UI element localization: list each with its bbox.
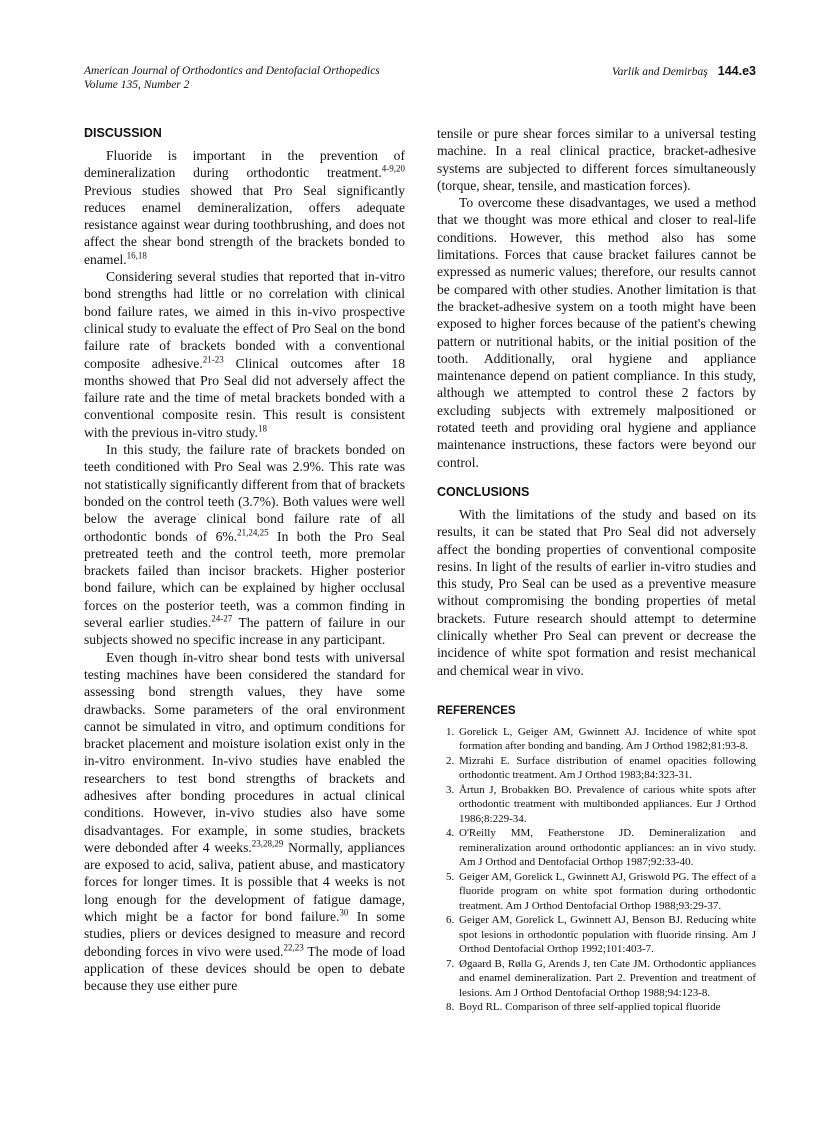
reference-item: 5. Geiger AM, Gorelick L, Gwinnett AJ, Griswold PG. The effect of a fluoride program on white spot formation during orthodontic treatment. Am J Orthod Dentofacial Orthop 1988;93:29-37. (457, 870, 756, 914)
right-column (437, 125, 756, 1015)
citation-superscript: 30 (339, 907, 349, 918)
reference-item: 4. O'Reilly MM, Featherstone JD. Demineralization and remineralization around orthodontic appliances: an in vivo study. Am J Orthod and Dentofacial Orthop 1987;92:33-40. (457, 826, 756, 870)
citation-superscript: 21,24,25 (237, 527, 269, 537)
citation-superscript: 24-27 (211, 613, 233, 624)
paragraph-text: Clinical outcomes after 18 months showed that Pro Seal did not adversely affect the failure rate and the time of metal brackets bonded with a conventional composite resin. This result is consistent with the previous in-vitro study. (84, 355, 405, 440)
paragraph-text: Considering several studies that reported that in-vitro bond strengths had little or no correlation with clinical bond failure rates, we aimed in this in-vivo prospective clinical study to evaluate the effect of Pro Seal on the bond failure rate of brackets bonded with a conventional composite adhesive. (84, 269, 405, 371)
conclusions-text: With the limitations of the study and based on its results, it can be stated that Pro Seal did not adversely affect the bonding properties of conventional composite resins. In light of the results of earlier in-vitro studies and this study, Pro Seal can be used as a preventive measure without compromising the bonding properties of metal brackets. Future research should attempt to determine clinically whether Pro Seal can prevent or decrease the incidence of white spot formation and resist mechanical and chemical wear in vivo. (437, 506, 756, 678)
reference-item: 6. Geiger AM, Gorelick L, Gwinnett AJ, Benson BJ. Reducing white spot lesions in orthodontic population with fluoride rinsing. Am J Orthod Dentofacial Orthop 1992;101:403-7. (457, 913, 756, 957)
discussion-paragraph (84, 441, 405, 649)
paragraph-text: Normally, appliances are exposed to acid, saliva, patient abuse, and masticatory forces for longer times. It is possible that 4 weeks is not long enough for the development of fatigue damage, which might be a factor for bond failure. (84, 839, 406, 925)
citation-superscript: 21-23 (202, 354, 224, 365)
citation-superscript: 4-9,20 (381, 163, 405, 174)
discussion-paragraph: To overcome these disadvantages, we used a method that we thought was more ethical and closer to real-life conditions. However, this method also has some limitations. Forces that cause bracket failures cannot be expressed as numeric values; therefore, our results cannot be compared with other studies. Another limitation is that the bracket-adhesive system on a tooth might have been exposed to higher forces because of the patient's chewing pattern or nutritional habits, or the initial position of the tooth. Additionally, oral hygiene and appliance maintenance depend on patient compliance. In this study, although we attempted to control these 2 factors by excluding subjects with extremely malpositioned or rotated teeth and providing oral hygiene and appliance maintenance instructions, these factors were beyond our control. (437, 195, 756, 470)
reference-list (437, 725, 756, 1015)
discussion-paragraph (84, 147, 405, 268)
page-number: 144.e3 (717, 64, 756, 78)
journal-title: American Journal of Orthodontics and Dentofacial Orthopedics (84, 65, 380, 77)
running-header-journal (84, 64, 380, 92)
paragraph-text: Even though in-vitro shear bond tests with universal testing machines have been considered the standard for assessing bond strength values, they have some drawbacks. Some parameters of the oral environment cannot be simulated in vitro, and optimum conditions for bracket placement and moisture isolation exist only in the in-vitro environment. In-vivo studies have enabled the researchers to test bond strengths of brackets and adhesives after bonding procedures in actual clinical conditions. However, in-vivo studies also have some disadvantages. For example, in some studies, brackets were debonded after 4 weeks. (84, 649, 405, 855)
discussion-paragraph (84, 268, 405, 441)
running-header-page (612, 64, 756, 79)
paragraph-text: In both the Pro Seal pretreated teeth and the control teeth, more premolar brackets failed than incisor brackets. Higher posterior bond failure, which can be explained by higher occlusal forces on the posterior teeth, was a common finding in several earlier studies. (84, 528, 405, 631)
citation-superscript: 16,18 (126, 250, 147, 261)
reference-item: 7. Øgaard B, Rølla G, Arends J, ten Cate JM. Orthodontic appliances and enamel demineralization. Part 2. Prevention and treatment of lesions. Am J Orthod Dentofacial Orthop 1988;94:123-8. (457, 957, 756, 1001)
discussion-paragraph (84, 649, 405, 995)
citation-superscript: 23,28,29 (251, 838, 284, 849)
paragraph-text: Fluoride is important in the prevention of demineralization during orthodontic treatment. (84, 148, 405, 181)
paragraph-text: Previous studies showed that Pro Seal significantly reduces enamel demineralization, offers adequate resistance against wear during toothbrushing, and does not affect the shear bond strength of the brackets bonded to enamel. (84, 182, 405, 267)
journal-volume: Volume 135, Number 2 (84, 79, 190, 91)
paragraph-text: In this study, the failure rate of brackets bonded on teeth conditioned with Pro Seal was 2.9%. This rate was not statistically significantly different from that of brackets bonded on the control teeth (3.7%). Both values were well below the average clinical bond failure rate of all orthodontic bonds of 6%. (84, 442, 405, 544)
paragraph-text: In some studies, pliers or devices designed to measure and record debonding forces in vivo were used. (84, 909, 405, 959)
conclusions-heading: CONCLUSIONS (437, 484, 530, 499)
citation-superscript: 18 (257, 423, 267, 434)
reference-item: 8. Boyd RL. Comparison of three self-applied topical fluoride (457, 1000, 756, 1015)
reference-item: 3. Årtun J, Brobakken BO. Prevalence of carious white spots after orthodontic treatment with multibonded appliances. Eur J Orthod 1986;8:229-34. (457, 783, 756, 827)
running-authors: Varlik and Demirbaş (611, 66, 708, 78)
paragraph-text: The mode of load application of these devices should be open to debate because they use either pure (84, 943, 405, 994)
reference-item: 2. Mizrahi E. Surface distribution of enamel opacities following orthodontic treatment. Am J Orthod 1983;84:323-31. (457, 754, 756, 783)
left-column (84, 125, 405, 995)
discussion-heading: DISCUSSION (84, 126, 162, 140)
references-heading: REFERENCES (437, 704, 516, 717)
discussion-continuation: tensile or pure shear forces similar to a universal testing machine. In a real clinical practice, bracket-adhesive systems are subjected to different forces simultaneously (torque, shear, tensile, and mastication forces). (437, 126, 756, 193)
paragraph-text: The pattern of failure in our subjects showed no specific increase in any participant. (84, 615, 406, 648)
reference-item: 1. Gorelick L, Geiger AM, Gwinnett AJ. Incidence of white spot formation after bonding and banding. Am J Orthod 1982;81:93-8. (457, 725, 756, 754)
citation-superscript: 22,23 (283, 942, 304, 953)
discussion-body (84, 147, 405, 995)
